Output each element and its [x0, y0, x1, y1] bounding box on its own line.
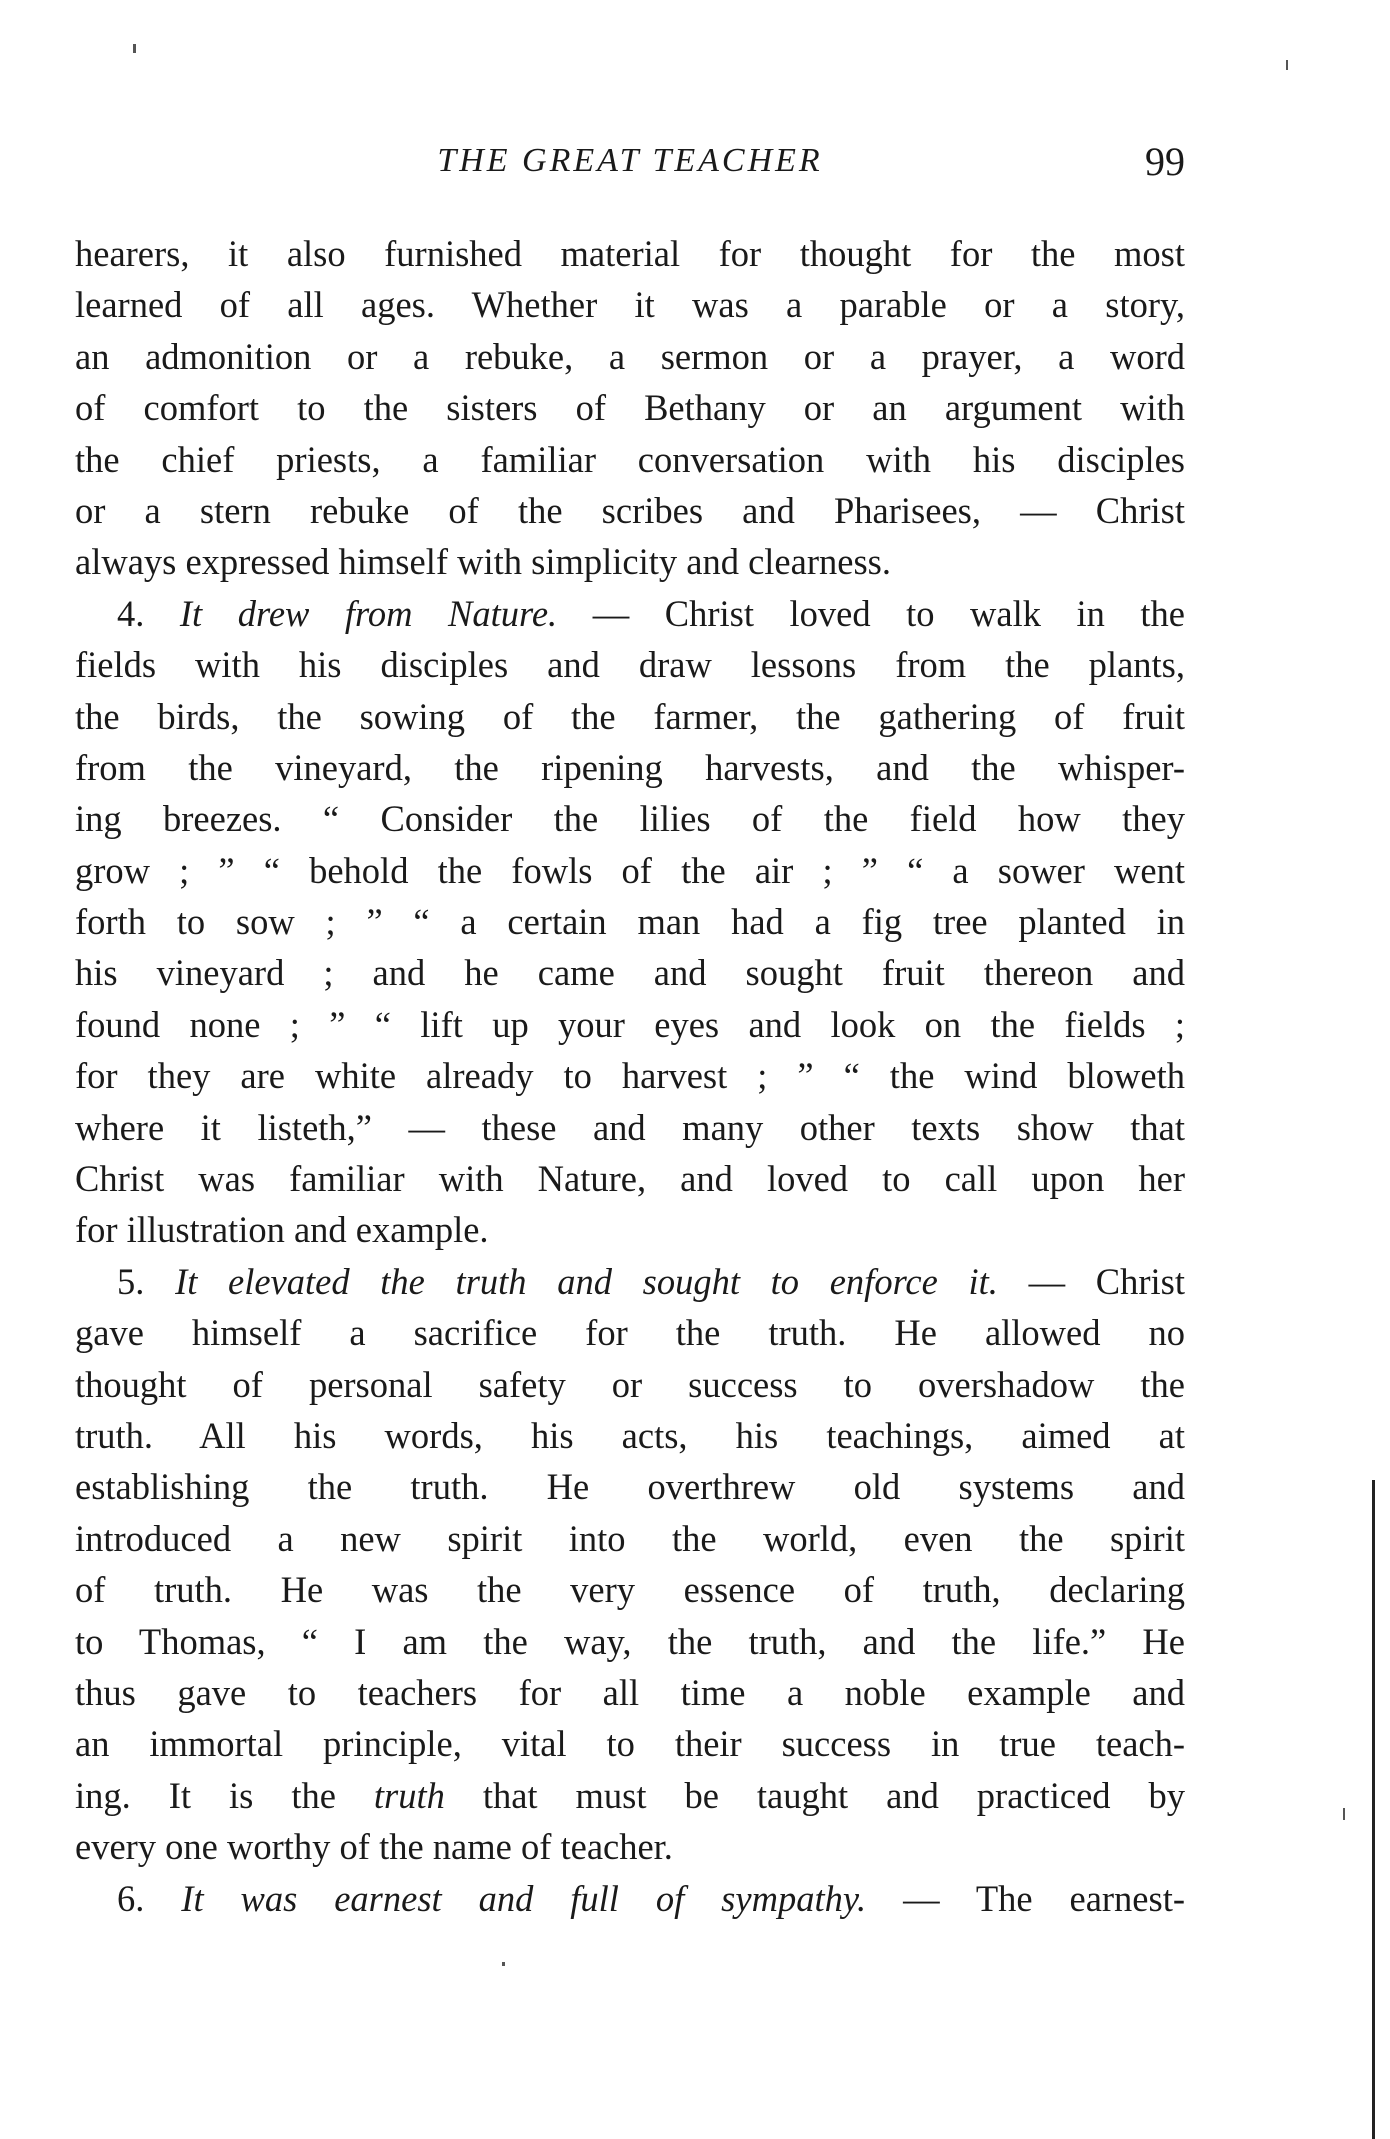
- text-line: learned of all ages. Whether it was a parable or a story,: [75, 284, 1185, 326]
- text-line: of truth. He was the very essence of truth, declaring: [75, 1569, 1185, 1611]
- text-line: every one worthy of the name of teacher.: [75, 1826, 673, 1868]
- scan-speck: [1286, 60, 1288, 70]
- text-line: hearers, it also furnished material for thought for the most: [75, 233, 1185, 274]
- scan-speck: [1343, 1808, 1345, 1820]
- text-line: an admonition or a rebuke, a sermon or a prayer, a word: [75, 335, 1185, 377]
- section-heading-line: 5. It elevated the truth and sought to enforce it. — Christ: [117, 1260, 1185, 1302]
- text-line: introduced a new spirit into the world, even the spirit: [75, 1517, 1185, 1559]
- text-line: gave himself a sacrifice for the truth. He allowed no: [75, 1312, 1185, 1354]
- text-line: found none ; ” “ lift up your eyes and look on the fields ;: [75, 1003, 1185, 1045]
- page-edge-line: [1372, 1480, 1375, 2139]
- text-line: for illustration and example.: [75, 1209, 489, 1251]
- text-line: ing breezes. “ Consider the lilies of the field how they: [75, 798, 1185, 840]
- text-line: establishing the truth. He overthrew old systems and: [75, 1466, 1185, 1508]
- text-line: the chief priests, a familiar conversation with his disciples: [75, 438, 1185, 480]
- text-line: ing. It is the truth that must be taught and practiced by: [75, 1774, 1185, 1816]
- emphasis: truth: [373, 1774, 445, 1816]
- running-title: THE GREAT TEACHER: [437, 142, 823, 179]
- section-heading-line: 6. It was earnest and full of sympathy. — The earnest-: [117, 1877, 1186, 1919]
- text-line: thought of personal safety or success to overshadow the: [75, 1363, 1185, 1405]
- text-line: an immortal principle, vital to their success in true teach-: [75, 1723, 1185, 1765]
- text-line: from the vineyard, the ripening harvests, and the whisper-: [75, 746, 1185, 788]
- text-line: truth. All his words, his acts, his teachings, aimed at: [75, 1414, 1185, 1456]
- section-heading-line: 4. It drew from Nature. — Christ loved to walk in the: [117, 592, 1186, 634]
- text-line: thus gave to teachers for all time a noble example and: [75, 1671, 1185, 1713]
- section-heading: It elevated the truth and sought to enforce it.: [175, 1260, 998, 1302]
- text-line: grow ; ” “ behold the fowls of the air ; ” “ a sower went: [75, 849, 1185, 891]
- text-line: for they are white already to harvest ; ” “ the wind bloweth: [75, 1055, 1185, 1097]
- section-heading: It drew from Nature.: [179, 592, 558, 634]
- text-line: his vineyard ; and he came and sought fruit thereon and: [75, 952, 1185, 994]
- scan-speck: [133, 44, 136, 53]
- text-line: of comfort to the sisters of Bethany or an argument with: [75, 387, 1185, 429]
- section-heading: It was earnest and full of sympathy.: [181, 1877, 867, 1919]
- text-line: forth to sow ; ” “ a certain man had a fig tree planted in: [75, 901, 1185, 943]
- scan-speck: [502, 1962, 505, 1966]
- page-header: [75, 138, 1185, 190]
- text-line: where it listeth,” — these and many other texts show that: [75, 1106, 1185, 1148]
- text-line: Christ was familiar with Nature, and loved to call upon her: [75, 1158, 1185, 1200]
- text-line: to Thomas, “ I am the way, the truth, and the life.” He: [75, 1620, 1185, 1662]
- page-number: 99: [1145, 139, 1185, 184]
- text-line: fields with his disciples and draw lessons from the plants,: [75, 644, 1185, 686]
- text-line: always expressed himself with simplicity and clearness.: [75, 541, 891, 583]
- text-line: or a stern rebuke of the scribes and Pharisees, — Christ: [75, 489, 1185, 531]
- text-line: the birds, the sowing of the farmer, the gathering of fruit: [75, 695, 1185, 737]
- body-text: [75, 228, 1185, 1924]
